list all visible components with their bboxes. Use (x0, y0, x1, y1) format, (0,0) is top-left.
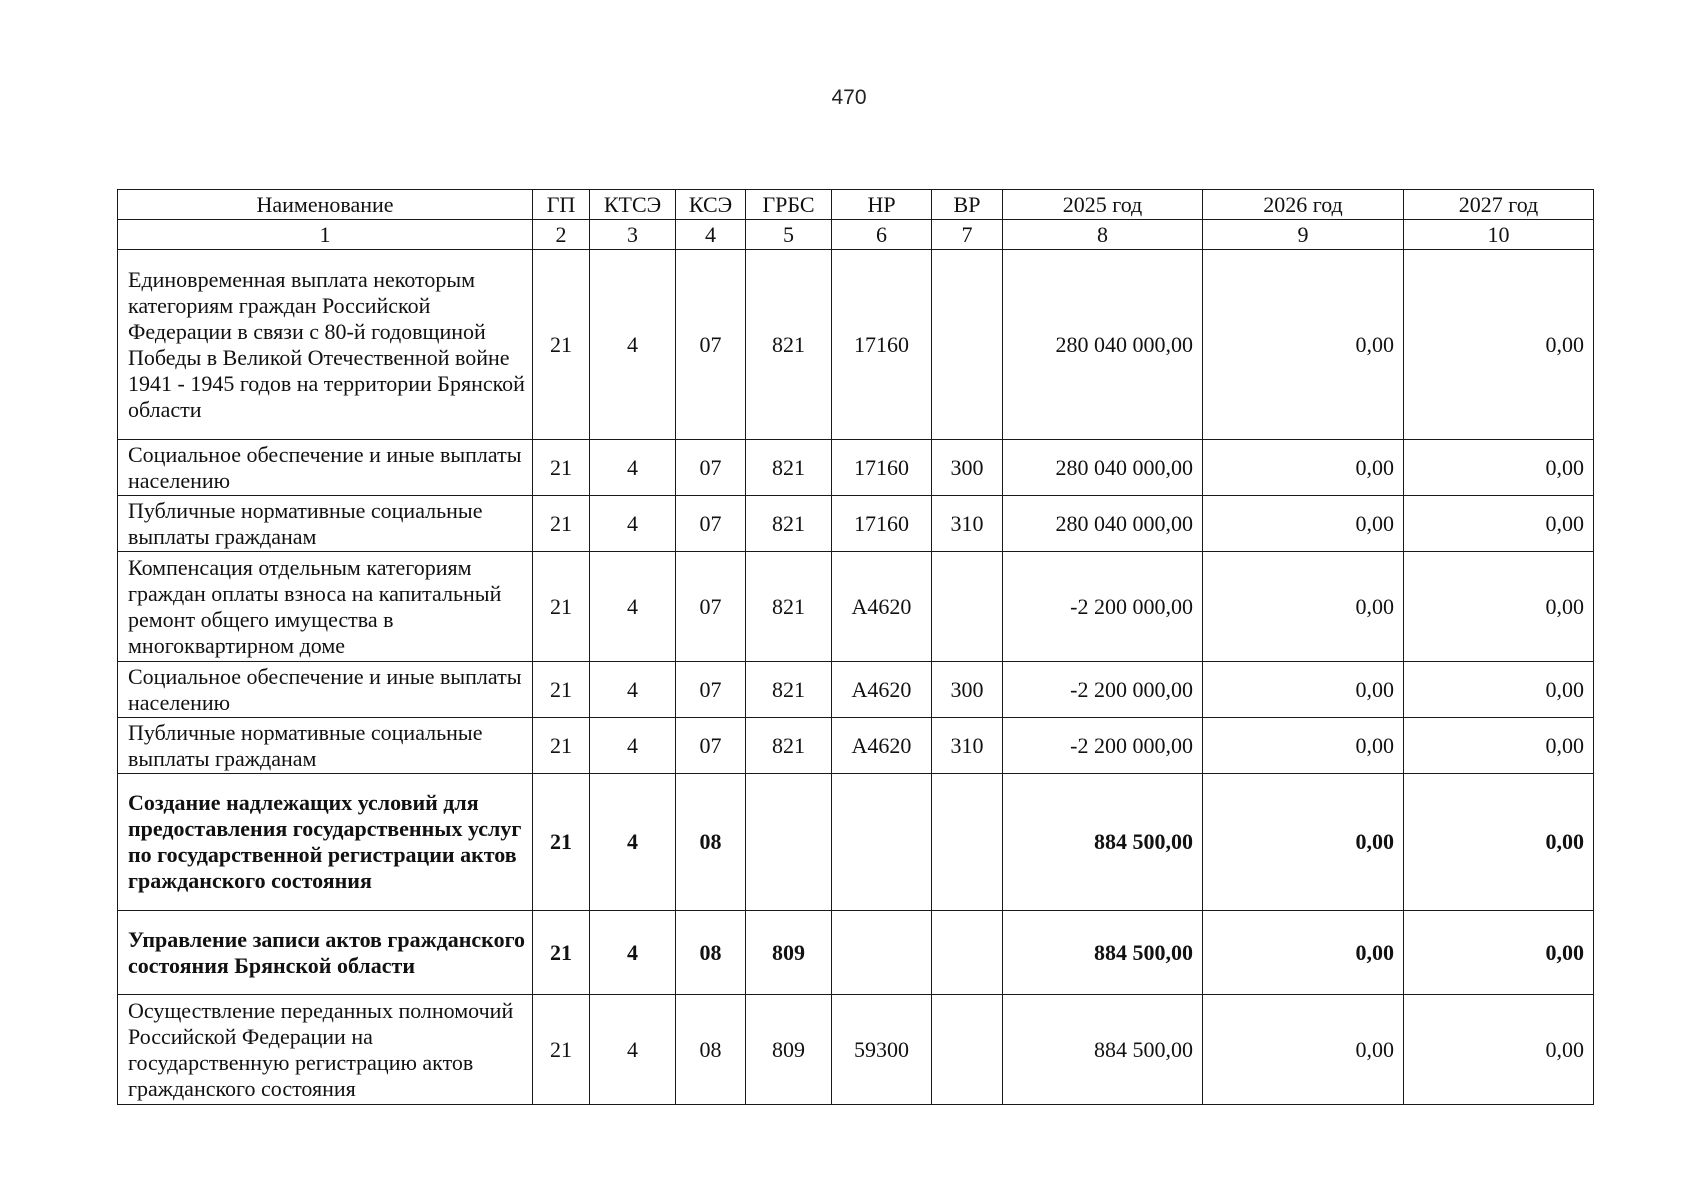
kse-cell: 08 (676, 911, 746, 995)
header-2027: 2027 год (1404, 190, 1594, 220)
row-name-cell: Осуществление переданных полномочий Российской Федерации на государственную регистрацию актов гражданского состояния (118, 995, 533, 1105)
vr-cell: 300 (932, 662, 1003, 718)
kse-cell: 07 (676, 718, 746, 774)
table-row (118, 552, 1594, 662)
amount-2027-cell: 0,00 (1404, 774, 1594, 911)
amount-2025-cell: 884 500,00 (1003, 774, 1203, 911)
amount-2025-cell: 280 040 000,00 (1003, 440, 1203, 496)
header-row (118, 190, 1594, 220)
nr-cell (832, 774, 932, 911)
row-name-cell: Компенсация отдельным категориям граждан оплаты взноса на капитальный ремонт общего имущества в многоквартирном доме (118, 552, 533, 662)
vr-cell (932, 250, 1003, 440)
nr-cell: А4620 (832, 718, 932, 774)
grbs-cell: 821 (746, 718, 832, 774)
column-number: 4 (676, 220, 746, 250)
kse-cell: 07 (676, 552, 746, 662)
amount-2026-cell: 0,00 (1203, 911, 1404, 995)
amount-2025-cell: -2 200 000,00 (1003, 552, 1203, 662)
gp-cell: 21 (533, 995, 590, 1105)
ktse-cell: 4 (590, 662, 676, 718)
header-grbs: ГРБС (746, 190, 832, 220)
header-2026: 2026 год (1203, 190, 1404, 220)
column-number: 3 (590, 220, 676, 250)
amount-2025-cell: -2 200 000,00 (1003, 662, 1203, 718)
kse-cell: 07 (676, 662, 746, 718)
ktse-cell: 4 (590, 250, 676, 440)
ktse-cell: 4 (590, 552, 676, 662)
amount-2026-cell: 0,00 (1203, 774, 1404, 911)
page-number: 470 (831, 86, 867, 109)
grbs-cell: 821 (746, 440, 832, 496)
row-name-cell: Социальное обеспечение и иные выплаты населению (118, 662, 533, 718)
column-number: 5 (746, 220, 832, 250)
table-row (118, 718, 1594, 774)
grbs-cell: 821 (746, 552, 832, 662)
gp-cell: 21 (533, 496, 590, 552)
column-number-row (118, 220, 1594, 250)
header-ktse: КТСЭ (590, 190, 676, 220)
grbs-cell (746, 774, 832, 911)
header-2025: 2025 год (1003, 190, 1203, 220)
amount-2025-cell: -2 200 000,00 (1003, 718, 1203, 774)
gp-cell: 21 (533, 911, 590, 995)
amount-2027-cell: 0,00 (1404, 718, 1594, 774)
row-name-cell: Создание надлежащих условий для предоставления государственных услуг по государственной регистрации актов гражданского состояния (118, 774, 533, 911)
nr-cell: 59300 (832, 995, 932, 1105)
column-number: 7 (932, 220, 1003, 250)
table-row (118, 995, 1594, 1105)
ktse-cell: 4 (590, 718, 676, 774)
row-name-cell: Публичные нормативные социальные выплаты гражданам (118, 718, 533, 774)
grbs-cell: 821 (746, 496, 832, 552)
table-header (118, 190, 1594, 250)
header-kse: КСЭ (676, 190, 746, 220)
table-row (118, 774, 1594, 911)
column-number: 2 (533, 220, 590, 250)
header-name: Наименование (118, 190, 533, 220)
amount-2026-cell: 0,00 (1203, 718, 1404, 774)
gp-cell: 21 (533, 774, 590, 911)
amount-2025-cell: 884 500,00 (1003, 995, 1203, 1105)
amount-2027-cell: 0,00 (1404, 662, 1594, 718)
table-body (118, 250, 1594, 1105)
table-row (118, 496, 1594, 552)
column-number: 10 (1404, 220, 1594, 250)
grbs-cell: 809 (746, 995, 832, 1105)
amount-2025-cell: 280 040 000,00 (1003, 496, 1203, 552)
column-number: 9 (1203, 220, 1404, 250)
amount-2026-cell: 0,00 (1203, 496, 1404, 552)
vr-cell (932, 552, 1003, 662)
amount-2026-cell: 0,00 (1203, 995, 1404, 1105)
table-row (118, 250, 1594, 440)
amount-2026-cell: 0,00 (1203, 552, 1404, 662)
ktse-cell: 4 (590, 774, 676, 911)
vr-cell (932, 774, 1003, 911)
table-row (118, 440, 1594, 496)
vr-cell: 300 (932, 440, 1003, 496)
nr-cell (832, 911, 932, 995)
amount-2027-cell: 0,00 (1404, 911, 1594, 995)
header-gp: ГП (533, 190, 590, 220)
budget-table (117, 189, 1594, 1105)
grbs-cell: 821 (746, 250, 832, 440)
ktse-cell: 4 (590, 911, 676, 995)
row-name-cell: Единовременная выплата некоторым категориям граждан Российской Федерации в связи с 80-й годовщиной Победы в Великой Отечественной войне 1941 - 1945 годов на территории Брянской области (118, 250, 533, 440)
column-number: 8 (1003, 220, 1203, 250)
gp-cell: 21 (533, 440, 590, 496)
vr-cell (932, 911, 1003, 995)
amount-2027-cell: 0,00 (1404, 552, 1594, 662)
nr-cell: 17160 (832, 496, 932, 552)
table-row (118, 662, 1594, 718)
kse-cell: 07 (676, 496, 746, 552)
ktse-cell: 4 (590, 995, 676, 1105)
amount-2025-cell: 884 500,00 (1003, 911, 1203, 995)
vr-cell (932, 995, 1003, 1105)
gp-cell: 21 (533, 250, 590, 440)
row-name-cell: Публичные нормативные социальные выплаты гражданам (118, 496, 533, 552)
gp-cell: 21 (533, 662, 590, 718)
header-nr: НР (832, 190, 932, 220)
table-row (118, 911, 1594, 995)
ktse-cell: 4 (590, 496, 676, 552)
amount-2027-cell: 0,00 (1404, 496, 1594, 552)
grbs-cell: 821 (746, 662, 832, 718)
vr-cell: 310 (932, 718, 1003, 774)
amount-2026-cell: 0,00 (1203, 250, 1404, 440)
kse-cell: 08 (676, 774, 746, 911)
column-number: 1 (118, 220, 533, 250)
amount-2027-cell: 0,00 (1404, 995, 1594, 1105)
vr-cell: 310 (932, 496, 1003, 552)
grbs-cell: 809 (746, 911, 832, 995)
kse-cell: 07 (676, 250, 746, 440)
gp-cell: 21 (533, 552, 590, 662)
kse-cell: 07 (676, 440, 746, 496)
amount-2027-cell: 0,00 (1404, 440, 1594, 496)
nr-cell: А4620 (832, 552, 932, 662)
row-name-cell: Социальное обеспечение и иные выплаты населению (118, 440, 533, 496)
header-vr: ВР (932, 190, 1003, 220)
amount-2025-cell: 280 040 000,00 (1003, 250, 1203, 440)
amount-2026-cell: 0,00 (1203, 662, 1404, 718)
amount-2027-cell: 0,00 (1404, 250, 1594, 440)
kse-cell: 08 (676, 995, 746, 1105)
row-name-cell: Управление записи актов гражданского состояния Брянской области (118, 911, 533, 995)
column-number: 6 (832, 220, 932, 250)
ktse-cell: 4 (590, 440, 676, 496)
gp-cell: 21 (533, 718, 590, 774)
amount-2026-cell: 0,00 (1203, 440, 1404, 496)
nr-cell: А4620 (832, 662, 932, 718)
nr-cell: 17160 (832, 440, 932, 496)
nr-cell: 17160 (832, 250, 932, 440)
